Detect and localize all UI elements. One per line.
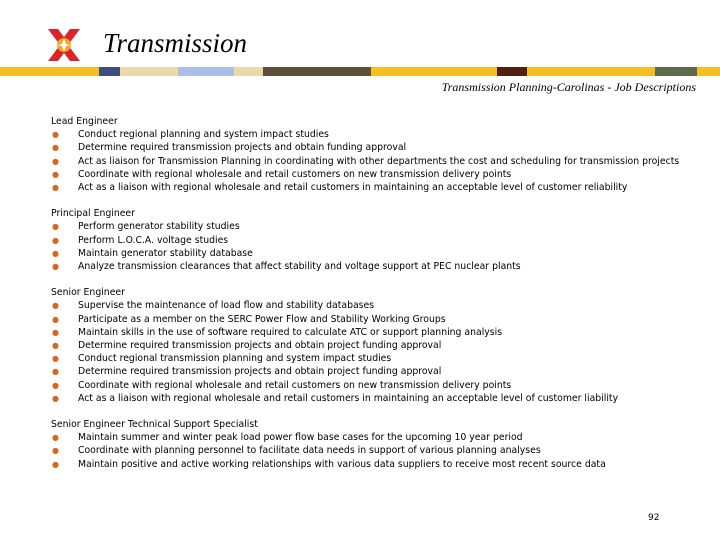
job-title: Principal Engineer [51, 208, 135, 220]
bullet-icon: ● [52, 183, 59, 193]
list-item [51, 155, 691, 168]
bullet-icon: ● [52, 367, 59, 377]
list-item [51, 365, 691, 378]
list-item [51, 299, 691, 312]
job-title: Senior Engineer Technical Support Specialist [51, 419, 258, 431]
strip-segment [120, 67, 178, 76]
job-title: Lead Engineer [51, 116, 118, 127]
list-item-text: Analyze transmission clearances that affect stability and voltage support at PEC nuclear plants [78, 261, 521, 273]
strip-segment [697, 67, 720, 76]
list-item-text: Maintain skills in the use of software required to calculate ATC or support planning analysis [78, 326, 503, 338]
bullet-icon: ● [52, 169, 59, 179]
strip-segment [99, 67, 120, 76]
list-item-text: Act as liaison for Transmission Planning in coordinating with other departments the cost and scheduling for transmission projects [78, 155, 680, 167]
job-descriptions [51, 115, 691, 484]
job-section [51, 418, 691, 471]
strip-segment [234, 67, 263, 76]
list-item-text: Coordinate with regional wholesale and retail customers on new transmission delivery points [78, 168, 512, 180]
list-item [51, 431, 691, 444]
job-section [51, 286, 691, 405]
list-item-text: Perform generator stability studies [78, 221, 240, 233]
list-item [51, 260, 691, 273]
list-item-text: Coordinate with regional wholesale and retail customers on new transmission delivery points [78, 379, 512, 391]
list-item-text: Act as a liaison with regional wholesale and retail customers in maintaining an acceptable level of customer liability [78, 392, 619, 404]
bullet-icon: ● [52, 314, 59, 324]
list-item [51, 247, 691, 260]
bullet-icon: ● [52, 130, 59, 140]
bullet-icon: ● [52, 235, 59, 245]
list-item-text: Determine required transmission projects and obtain project funding approval [78, 366, 442, 378]
bullet-icon: ● [52, 248, 59, 258]
bullet-icon: ● [52, 143, 59, 153]
bullet-icon: ● [52, 354, 59, 364]
bullet-icon: ● [52, 393, 59, 403]
list-item [51, 352, 691, 365]
list-item [51, 141, 691, 154]
list-item [51, 379, 691, 392]
bullet-icon: ● [52, 222, 59, 232]
list-item [51, 128, 691, 141]
list-item [51, 339, 691, 352]
job-section [51, 207, 691, 273]
list-item-text: Participate as a member on the SERC Power Flow and Stability Working Groups [78, 313, 446, 325]
list-item [51, 181, 691, 194]
strip-segment [263, 67, 371, 76]
bullet-icon: ● [52, 433, 59, 443]
strip-segment [497, 67, 527, 76]
list-item [51, 234, 691, 247]
list-item-text: Conduct regional planning and system impact studies [78, 129, 329, 141]
job-title: Senior Engineer [51, 287, 125, 299]
list-item [51, 220, 691, 233]
list-item-text: Maintain generator stability database [78, 247, 253, 259]
bullet-icon: ● [52, 341, 59, 351]
company-logo [44, 25, 84, 65]
strip-segment [178, 67, 234, 76]
list-item-text: Maintain positive and active working relationships with various data suppliers to receive most recent source data [78, 458, 606, 470]
page-subtitle: Transmission Planning-Carolinas - Job Descriptions [441, 80, 696, 94]
list-item [51, 444, 691, 457]
strip-segment [371, 67, 497, 76]
strip-segment [655, 67, 697, 76]
list-item-text: Supervise the maintenance of load flow and stability databases [78, 300, 375, 312]
list-item-text: Coordinate with planning personnel to facilitate data needs in support of various planning analyses [78, 445, 541, 457]
bullet-icon: ● [52, 156, 59, 166]
bullet-icon: ● [52, 446, 59, 456]
list-item [51, 326, 691, 339]
list-item-text: Conduct regional transmission planning and system impact studies [78, 353, 392, 365]
list-item [51, 392, 691, 405]
page-title: Transmission [103, 28, 248, 58]
bullet-icon: ● [52, 327, 59, 337]
list-item [51, 458, 691, 471]
bullet-icon: ● [52, 301, 59, 311]
list-item-text: Act as a liaison with regional wholesale and retail customers in maintaining an acceptable level of customer reliability [78, 182, 628, 194]
list-item [51, 168, 691, 181]
list-item-text: Determine required transmission projects and obtain project funding approval [78, 340, 442, 352]
list-item [51, 313, 691, 326]
bullet-icon: ● [52, 380, 59, 390]
bullet-icon: ● [52, 459, 59, 469]
strip-segment [527, 67, 655, 76]
strip-segment [62, 67, 99, 76]
bullet-icon: ● [52, 262, 59, 272]
job-section [51, 115, 691, 194]
color-strip [0, 67, 720, 76]
list-item-text: Perform L.O.C.A. voltage studies [78, 234, 229, 246]
page-number: 92 [648, 513, 660, 523]
strip-segment [0, 67, 62, 76]
list-item-text: Maintain summer and winter peak load power flow base cases for the upcoming 10 year period [78, 432, 523, 444]
list-item-text: Determine required transmission projects and obtain funding approval [78, 142, 407, 154]
